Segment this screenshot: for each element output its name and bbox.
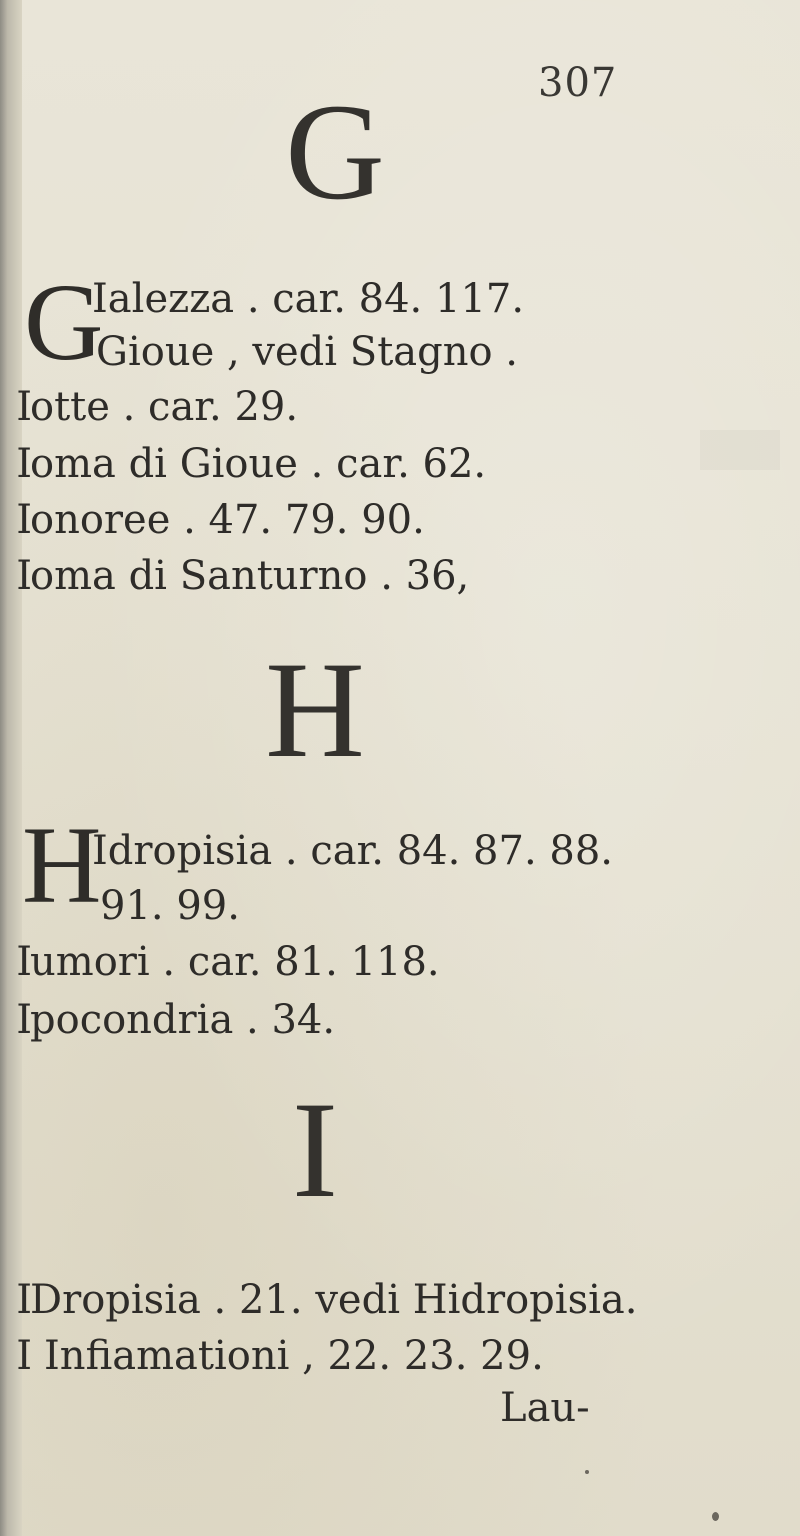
page-number: 307: [538, 60, 618, 106]
index-entry: Infiamationi , 22. 23. 29.: [44, 1333, 544, 1379]
section-heading-g: G: [285, 75, 385, 228]
dropcap-g: G: [24, 261, 104, 383]
paper-speck: [712, 1512, 719, 1521]
index-entry: 91. 99.: [100, 883, 240, 929]
index-entry: onoree . 47. 79. 90.: [30, 497, 425, 543]
cut-off-initial: I: [16, 997, 32, 1043]
index-entry: oma di Gioue . car. 62.: [30, 441, 487, 487]
index-entry: otte . car. 29.: [30, 384, 299, 430]
index-entry: pocondria . 34.: [30, 997, 336, 1043]
cut-off-initial: I: [16, 939, 32, 985]
index-entry: Ialezza . car. 84. 117.: [92, 276, 525, 322]
ink-bleed-through: [700, 430, 780, 470]
paper-speck: [585, 1470, 589, 1474]
dropcap-h: H: [22, 804, 102, 926]
cut-off-initial: I: [16, 441, 32, 487]
cut-off-initial: I: [16, 553, 32, 599]
section-heading-h: H: [265, 633, 365, 786]
section-heading-i: I: [292, 1073, 338, 1226]
catchword: Lau-: [500, 1385, 590, 1431]
cut-off-initial: I: [16, 384, 32, 430]
index-entry: Idropisia . car. 84. 87. 88.: [92, 828, 613, 874]
cut-off-initial: I: [16, 1333, 32, 1379]
cut-off-initial: I: [16, 497, 32, 543]
index-entry: Dropisia . 21. vedi Hidropisia.: [30, 1277, 638, 1323]
cut-off-initial: I: [16, 1277, 32, 1323]
index-entry: Gioue , vedi Stagno .: [96, 329, 518, 375]
index-entry: oma di Santurno . 36,: [30, 553, 470, 599]
index-entry: umori . car. 81. 118.: [30, 939, 440, 985]
